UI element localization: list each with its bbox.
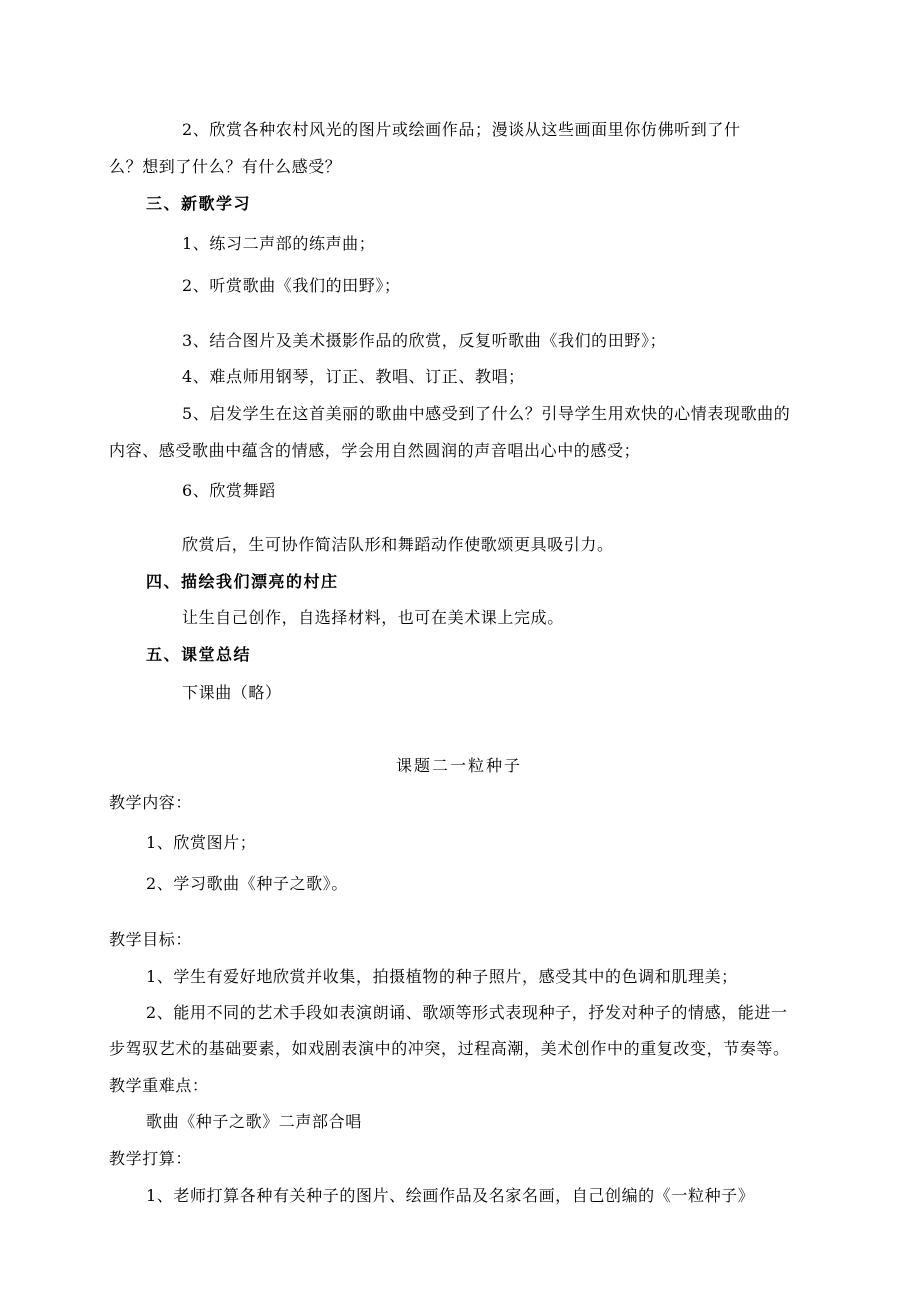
paragraph-line: 让生自己创作，自选择材料，也可在美术课上完成。: [182, 608, 564, 627]
list-item: 1、欣赏图片；: [146, 833, 257, 852]
list-item: 2、能用不同的艺术手段如表演朗诵、歌颂等形式表现种子，抒发对种子的情感，能进一: [146, 1003, 788, 1022]
list-item: 2、听赏歌曲《我们的田野》；: [182, 276, 401, 295]
list-item: 5、启发学生在这首美丽的歌曲中感受到了什么？引导学生用欢快的心情表现歌曲的: [182, 404, 791, 423]
subheading: 教学内容：: [109, 793, 193, 812]
paragraph-line: 么？想到了什么？有什么感受？: [109, 157, 342, 176]
section-heading: 三、新歌学习: [146, 194, 252, 213]
paragraph-line: 歌曲《种子之歌》二声部合唱: [146, 1112, 362, 1131]
list-item: 2、学习歌曲《种子之歌》。: [146, 874, 348, 893]
list-item: 6、欣赏舞蹈: [182, 481, 276, 500]
list-item: 3、结合图片及美术摄影作品的欣赏，反复听歌曲《我们的田野》；: [182, 331, 667, 350]
list-item: 1、学生有爱好地欣赏并收集，拍摄植物的种子照片，感受其中的色调和肌理美；: [146, 967, 738, 986]
list-item: 4、难点师用钢琴，订正、教唱、订正、教唱；: [182, 367, 525, 386]
paragraph-line: 内容、感受歌曲中蕴含的情感，学会用自然圆润的声音唱出心中的感受；: [109, 441, 641, 460]
paragraph-line: 欣赏后，生可协作简洁队形和舞蹈动作使歌颂更具吸引力。: [182, 535, 614, 554]
section-heading: 五、课堂总结: [146, 645, 252, 664]
subheading: 教学目标：: [109, 930, 193, 949]
section-heading: 四、描绘我们漂亮的村庄: [146, 572, 339, 591]
list-item: 1、老师打算各种有关种子的图片、绘画作品及名家名画，自己创编的《一粒种子》: [146, 1186, 755, 1205]
paragraph-line: 2、欣赏各种农村风光的图片或绘画作品；漫谈从这些画面里你仿佛听到了什: [182, 120, 741, 139]
paragraph-line: 步驾驭艺术的基础要素，如戏剧表演中的冲突，过程高潮，美术创作中的重复改变，节奏等。: [109, 1039, 790, 1058]
list-item: 1、练习二声部的练声曲；: [182, 234, 376, 253]
subheading: 教学重难点：: [109, 1076, 209, 1095]
paragraph-line: 下课曲（略）: [182, 683, 282, 702]
subheading: 教学打算：: [109, 1149, 193, 1168]
lesson-title: 课题二一粒种子: [396, 756, 523, 775]
